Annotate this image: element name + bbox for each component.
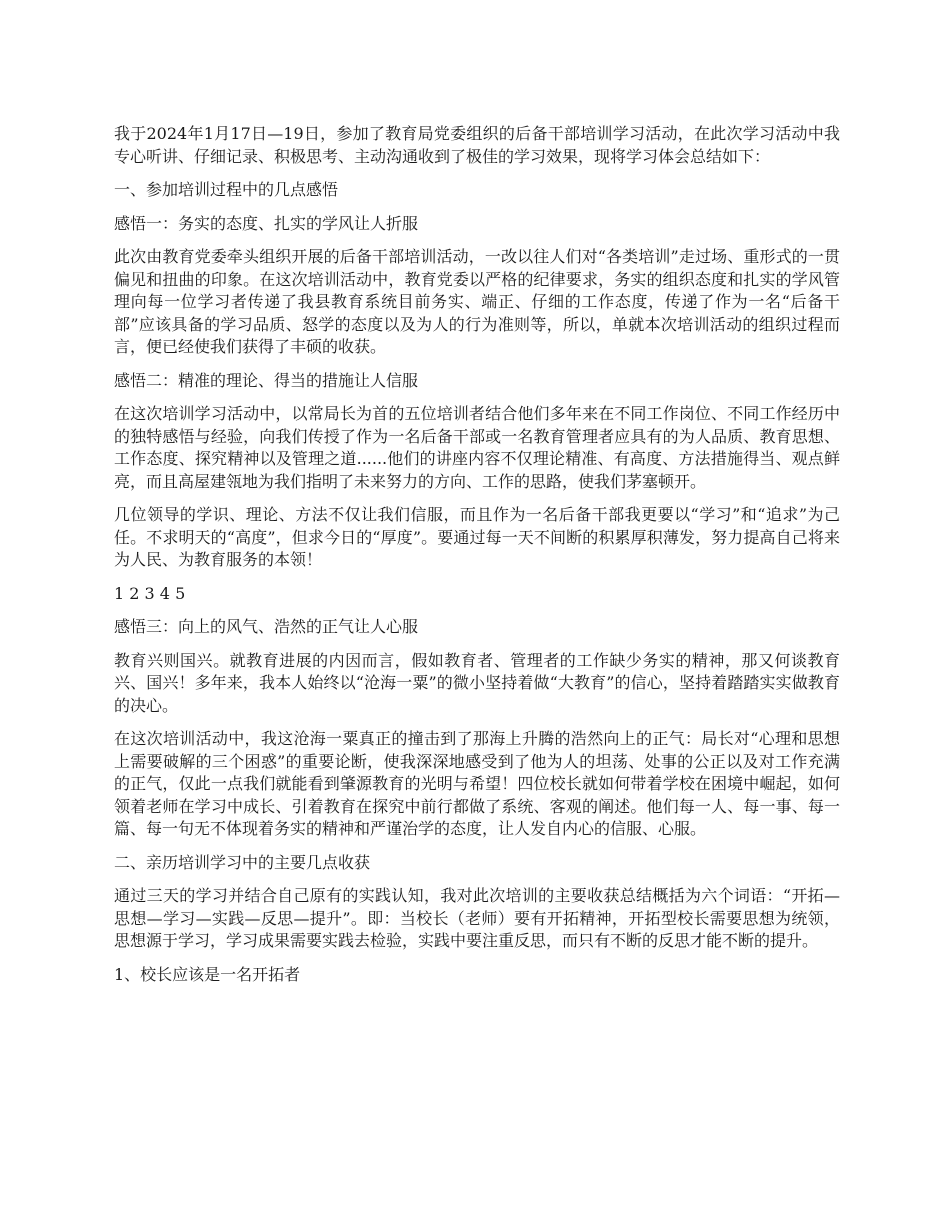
intro-paragraph: 我于2024年1月17日—19日，参加了教育局党委组织的后备干部培训学习活动，在此次学习活动中我专心听讲、仔细记录、积极思考、主动沟通收到了极佳的学习效果，现将学习体会总结如下： xyxy=(114,124,840,166)
body-paragraph: 几位领导的学识、理论、方法不仅让我们信服，而且作为一名后备干部我更要以“学习”和“追求”为己任。不求明天的“高度”，但求今日的“厚度”。要通过每一天不间断的积累厚积薄发，努力提高自己将来为人民、为教育服务的本领！ xyxy=(114,505,840,569)
body-paragraph: 在这次培训活动中，我这沧海一粟真正的撞击到了那海上升腾的浩然向上的正气：局长对“心理和思想上需要破解的三个困惑”的重要论断，使我深深地感受到了他为人的坦荡、处事的公正以及对工作充满的正气，仅此一点我们就能看到肇源教育的光明与希望！四位校长就如何带着学校在困境中崛起，如何领着老师在学习中成长、引着教育在探究中前行都做了系统、客观的阐述。他们每一人、每一事、每一篇、每一句无不体现着务实的精神和严谨治学的态度，让人发自内心的信服、心服。 xyxy=(114,729,840,838)
insight-heading-3: 感悟三：向上的风气、浩然的正气让人心服 xyxy=(114,617,419,636)
body-paragraph: 通过三天的学习并结合自己原有的实践认知，我对此次培训的主要收获总结概括为六个词语：“开拓—思想—学习—实践—反思—提升”。即：当校长（老师）要有开拓精神，开拓型校长需要思想为统领，思想源于学习，学习成果需要实践去检验，实践中要注重反思，而只有不断的反思才能不断的提升。 xyxy=(114,886,840,950)
sub-heading-1: 1、校长应该是一名开拓者 xyxy=(114,964,301,984)
body-paragraph: 此次由教育党委牵头组织开展的后备干部培训活动，一改以往人们对“各类培训”走过场、重形式的一贯偏见和扭曲的印象。在这次培训活动中，教育党委以严格的纪律要求，务实的组织态度和扎实的学风管理向每一位学习者传递了我县教育系统目前务实、端正、仔细的工作态度，传递了作为一名“后备干部”应该具备的学习品质、怒学的态度以及为人的行为准则等，所以，单就本次培训活动的组织过程而言，便已经使我们获得了丰硕的收获。 xyxy=(114,247,840,356)
page-numbers: 1 2 3 4 5 xyxy=(114,583,186,603)
insight-heading-2: 感悟二：精准的理论、得当的措施让人信服 xyxy=(114,370,419,390)
document-page xyxy=(114,123,840,997)
section-heading-1: 一、参加培训过程中的几点感悟 xyxy=(114,180,339,199)
insight-heading-1: 感悟一：务实的态度、扎实的学风让人折服 xyxy=(114,213,419,233)
body-paragraph: 在这次培训学习活动中，以常局长为首的五位培训者结合他们多年来在不同工作岗位、不同工作经历中的独特感悟与经验，向我们传授了作为一名后备干部或一名教育管理者应具有的为人品质、教育思想、工作态度、探究精神以及管理之道......他们的讲座内容不仅理论精准、有高度、方法措施得当、观点鲜亮，而且高屋建瓴地为我们指明了未来努力的方向、工作的思路，使我们茅塞顿开。 xyxy=(114,404,840,491)
section-heading-2: 二、亲历培训学习中的主要几点收获 xyxy=(114,852,371,872)
body-paragraph: 教育兴则国兴。就教育进展的内因而言，假如教育者、管理者的工作缺少务实的精神，那又何谈教育兴、国兴！多年来，我本人始终以“沧海一粟”的微小坚持着做“大教育”的信心，坚持着踏踏实实做教育的决心。 xyxy=(114,650,840,715)
